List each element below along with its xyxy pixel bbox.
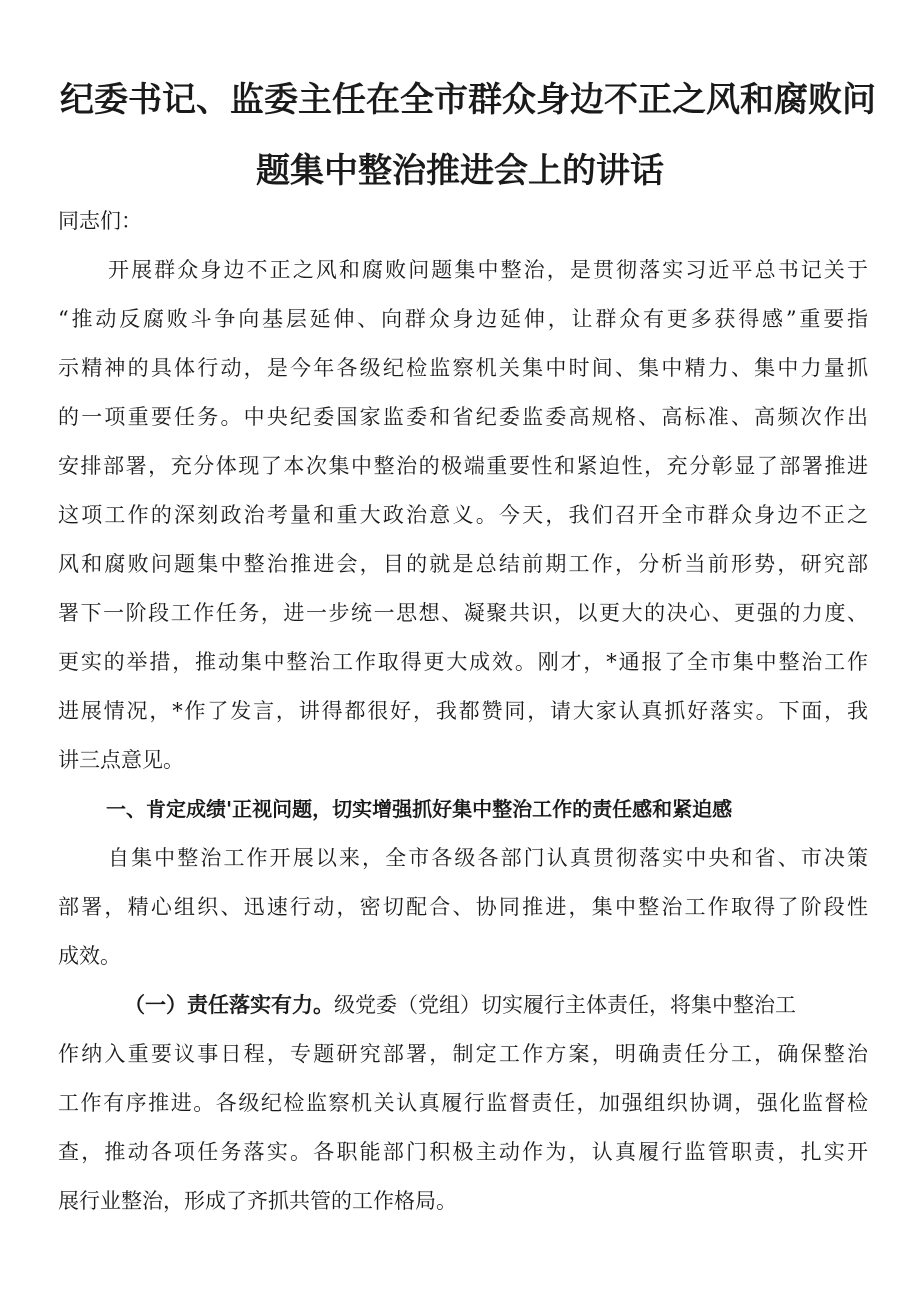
document-title-line-2: 题集中整治推进会上的讲话 xyxy=(256,151,664,191)
subsection-1-label: （一）责任落实有力。 xyxy=(124,993,334,1017)
paragraph-1-line: 示精神的具体行动，是今年各级纪检监察机关集中时间、集中精力、集中力量抓 xyxy=(58,356,868,380)
paragraph-1-line: 的一项重要任务。中央纪委国家监委和省纪委监委高规格、高标准、高频次作出 xyxy=(58,405,868,429)
paragraph-3-line: 工作有序推进。各级纪检监察机关认真履行监督责任，加强组织协调，强化监督检 xyxy=(58,1091,868,1115)
paragraph-1-line: 开展群众身边不正之风和腐败问题集中整治，是贯彻落实习近平总书记关于 xyxy=(108,258,868,282)
paragraph-1-line: “推动反腐败斗争向基层延伸、向群众身边延伸，让群众有更多获得感”重要指 xyxy=(58,307,868,331)
paragraph-1-line: 更实的举措，推动集中整治工作取得更大成效。刚才，*通报了全市集中整治工作 xyxy=(58,650,868,674)
paragraph-1-line: 安排部署，充分体现了本次集中整治的极端重要性和紧迫性，充分彰显了部署推进 xyxy=(58,454,868,478)
paragraph-1-line: 讲三点意见。 xyxy=(58,748,184,772)
paragraph-1-line: 这项工作的深刻政治考量和重大政治意义。今天，我们召开全市群众身边不正之 xyxy=(58,503,868,527)
paragraph-2-line: 自集中整治工作开展以来，全市各级各部门认真贯彻落实中央和省、市决策 xyxy=(108,846,868,870)
paragraph-1-line: 进展情况，*作了发言，讲得都很好，我都赞同，请大家认真抓好落实。下面，我 xyxy=(58,699,868,723)
paragraph-2-line: 部署，精心组织、迅速行动，密切配合、协同推进，集中整治工作取得了阶段性 xyxy=(58,895,868,919)
subsection-1-text: 级党委（党组）切实履行主体责任，将集中整治工 xyxy=(334,993,796,1017)
paragraph-2-line: 成效。 xyxy=(58,944,121,968)
paragraph-3-line: 展行业整治，形成了齐抓共管的工作格局。 xyxy=(58,1189,457,1213)
greeting: 同志们： xyxy=(58,209,142,233)
section-1-heading: 一、肯定成绩'正视问题，切实增强抓好集中整治工作的责任感和紧迫感 xyxy=(106,797,733,821)
document-title-line-1: 纪委书记、监委主任在全市群众身边不正之风和腐败问 xyxy=(60,80,876,120)
paragraph-3-line: 查，推动各项任务落实。各职能部门积极主动作为，认真履行监管职责，扎实开 xyxy=(58,1140,868,1164)
paragraph-1-line: 风和腐败问题集中整治推进会，目的就是总结前期工作，分析当前形势，研究部 xyxy=(58,552,868,576)
paragraph-3-line: 作纳入重要议事日程，专题研究部署，制定工作方案，明确责任分工，确保整治 xyxy=(58,1042,868,1066)
paragraph-1-line: 署下一阶段工作任务，进一步统一思想、凝聚共识，以更大的决心、更强的力度、 xyxy=(58,601,868,625)
subsection-1-line xyxy=(58,992,868,1018)
